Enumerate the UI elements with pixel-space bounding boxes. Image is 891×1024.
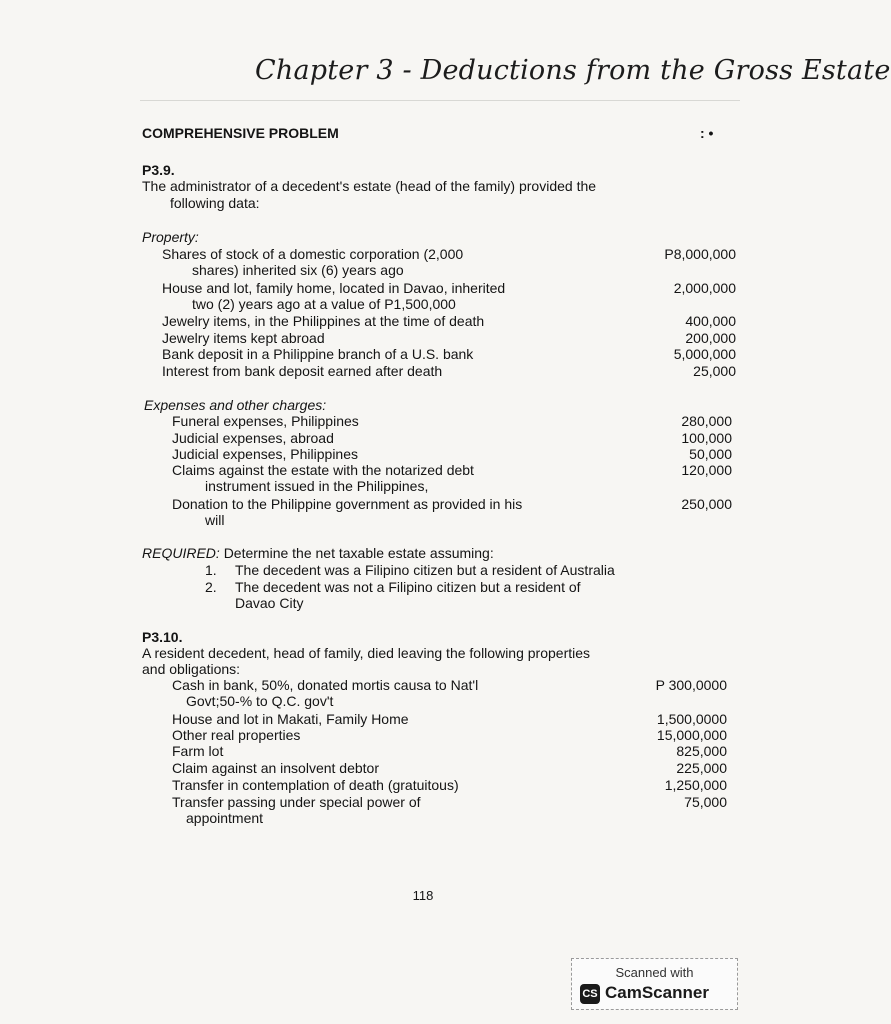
obligation-item-amount: 1,500,0000 [656,711,727,727]
obligation-item-amount: 825,000 [676,743,727,759]
property-item-label-cont: two (2) years ago at a value of P1,500,000 [192,296,456,312]
obligation-item-label-cont: appointment [186,810,264,826]
obligation-item-label: House and lot in Makati, Family Home [172,711,409,727]
expense-item-amount: 280,000 [681,413,732,429]
page-number: 118 [412,888,434,903]
expense-item-label: Funeral expenses, Philippines [172,413,359,429]
camscanner-name: CamScanner [605,983,709,1002]
expense-item-label: Donation to the Philippine government as provided in his [172,496,523,512]
property-heading: Property: [142,229,199,245]
property-item-label: Interest from bank deposit earned after death [162,363,443,379]
required-item-text: The decedent was not a Filipino citizen but a resident of [235,579,581,595]
property-item-label: Shares of stock of a domestic corporation (2,000 [162,246,464,262]
expense-item-label: Claims against the estate with the notarized debt [172,462,474,478]
property-item-amount: P8,000,000 [664,246,736,262]
obligation-item-label: Transfer in contemplation of death (gratuitous) [172,777,459,793]
property-item-label: Jewelry items, in the Philippines at the time of death [162,313,485,329]
property-item-amount: 25,000 [693,363,736,379]
camscanner-badge [571,958,738,1010]
required-item-number: 1. [205,562,217,578]
header-marks: : • [700,125,714,141]
problem-intro: A resident decedent, head of family, died leaving the following properties [142,645,591,661]
expense-item-label: Judicial expenses, abroad [172,430,334,446]
obligation-item-label: Farm lot [172,743,224,759]
required-item-number: 2. [205,579,217,595]
required-item-text: Davao City [235,595,304,611]
obligation-item-label: Other real properties [172,727,301,743]
property-item-amount: 5,000,000 [673,346,736,362]
property-item-amount: 2,000,000 [673,280,736,296]
required-item-text: The decedent was a Filipino citizen but a resident of Australia [235,562,615,578]
expense-item-label-cont: instrument issued in the Philippines, [205,478,429,494]
property-item-label: Bank deposit in a Philippine branch of a U.S. bank [162,346,474,362]
expense-item-amount: 250,000 [681,496,732,512]
obligation-item-label: Claim against an insolvent debtor [172,760,380,776]
required-label: REQUIRED: [142,545,220,561]
property-item-amount: 200,000 [685,330,736,346]
property-item-amount: 400,000 [685,313,736,329]
obligation-item-label-cont: Govt;50-% to Q.C. gov't [186,693,334,709]
obligation-item-amount: 15,000,000 [656,727,727,743]
expense-item-amount: 100,000 [681,430,732,446]
expense-item-label-cont: will [205,512,225,528]
expense-item-amount: 50,000 [689,446,732,462]
required-text: Determine the net taxable estate assuming: [223,545,494,561]
chapter-header: Chapter 3 - Deductions from the Gross Estate [255,55,891,86]
obligation-item-amount: 75,000 [684,794,727,810]
expense-item-label: Judicial expenses, Philippines [172,446,358,462]
obligation-item-label: Transfer passing under special power of [172,794,421,810]
property-item-label: House and lot, family home, located in Davao, inherited [162,280,506,296]
obligation-item-amount: 225,000 [676,760,727,776]
obligation-item-amount: P 300,0000 [655,677,727,693]
expenses-heading: Expenses and other charges: [144,397,327,413]
problem-intro: The administrator of a decedent's estate (head of the family) provided the [142,178,597,194]
problem-number: P3.10. [142,629,183,645]
header-divider [140,100,740,101]
scanned-with-text: Scanned with [615,965,694,980]
property-item-label: Jewelry items kept abroad [162,330,325,346]
property-item-label-cont: shares) inherited six (6) years ago [192,262,404,278]
comprehensive-problem-title: COMPREHENSIVE PROBLEM [142,125,339,141]
problem-intro-cont: and obligations: [142,661,241,677]
obligation-item-amount: 1,250,000 [664,777,727,793]
camscanner-logo-icon: CS [580,984,600,1004]
problem-intro-cont: following data: [170,195,260,211]
problem-number: P3.9. [142,162,175,178]
required-line [142,545,494,561]
obligation-item-label: Cash in bank, 50%, donated mortis causa to Nat'l [172,677,479,693]
expense-item-amount: 120,000 [681,462,732,478]
